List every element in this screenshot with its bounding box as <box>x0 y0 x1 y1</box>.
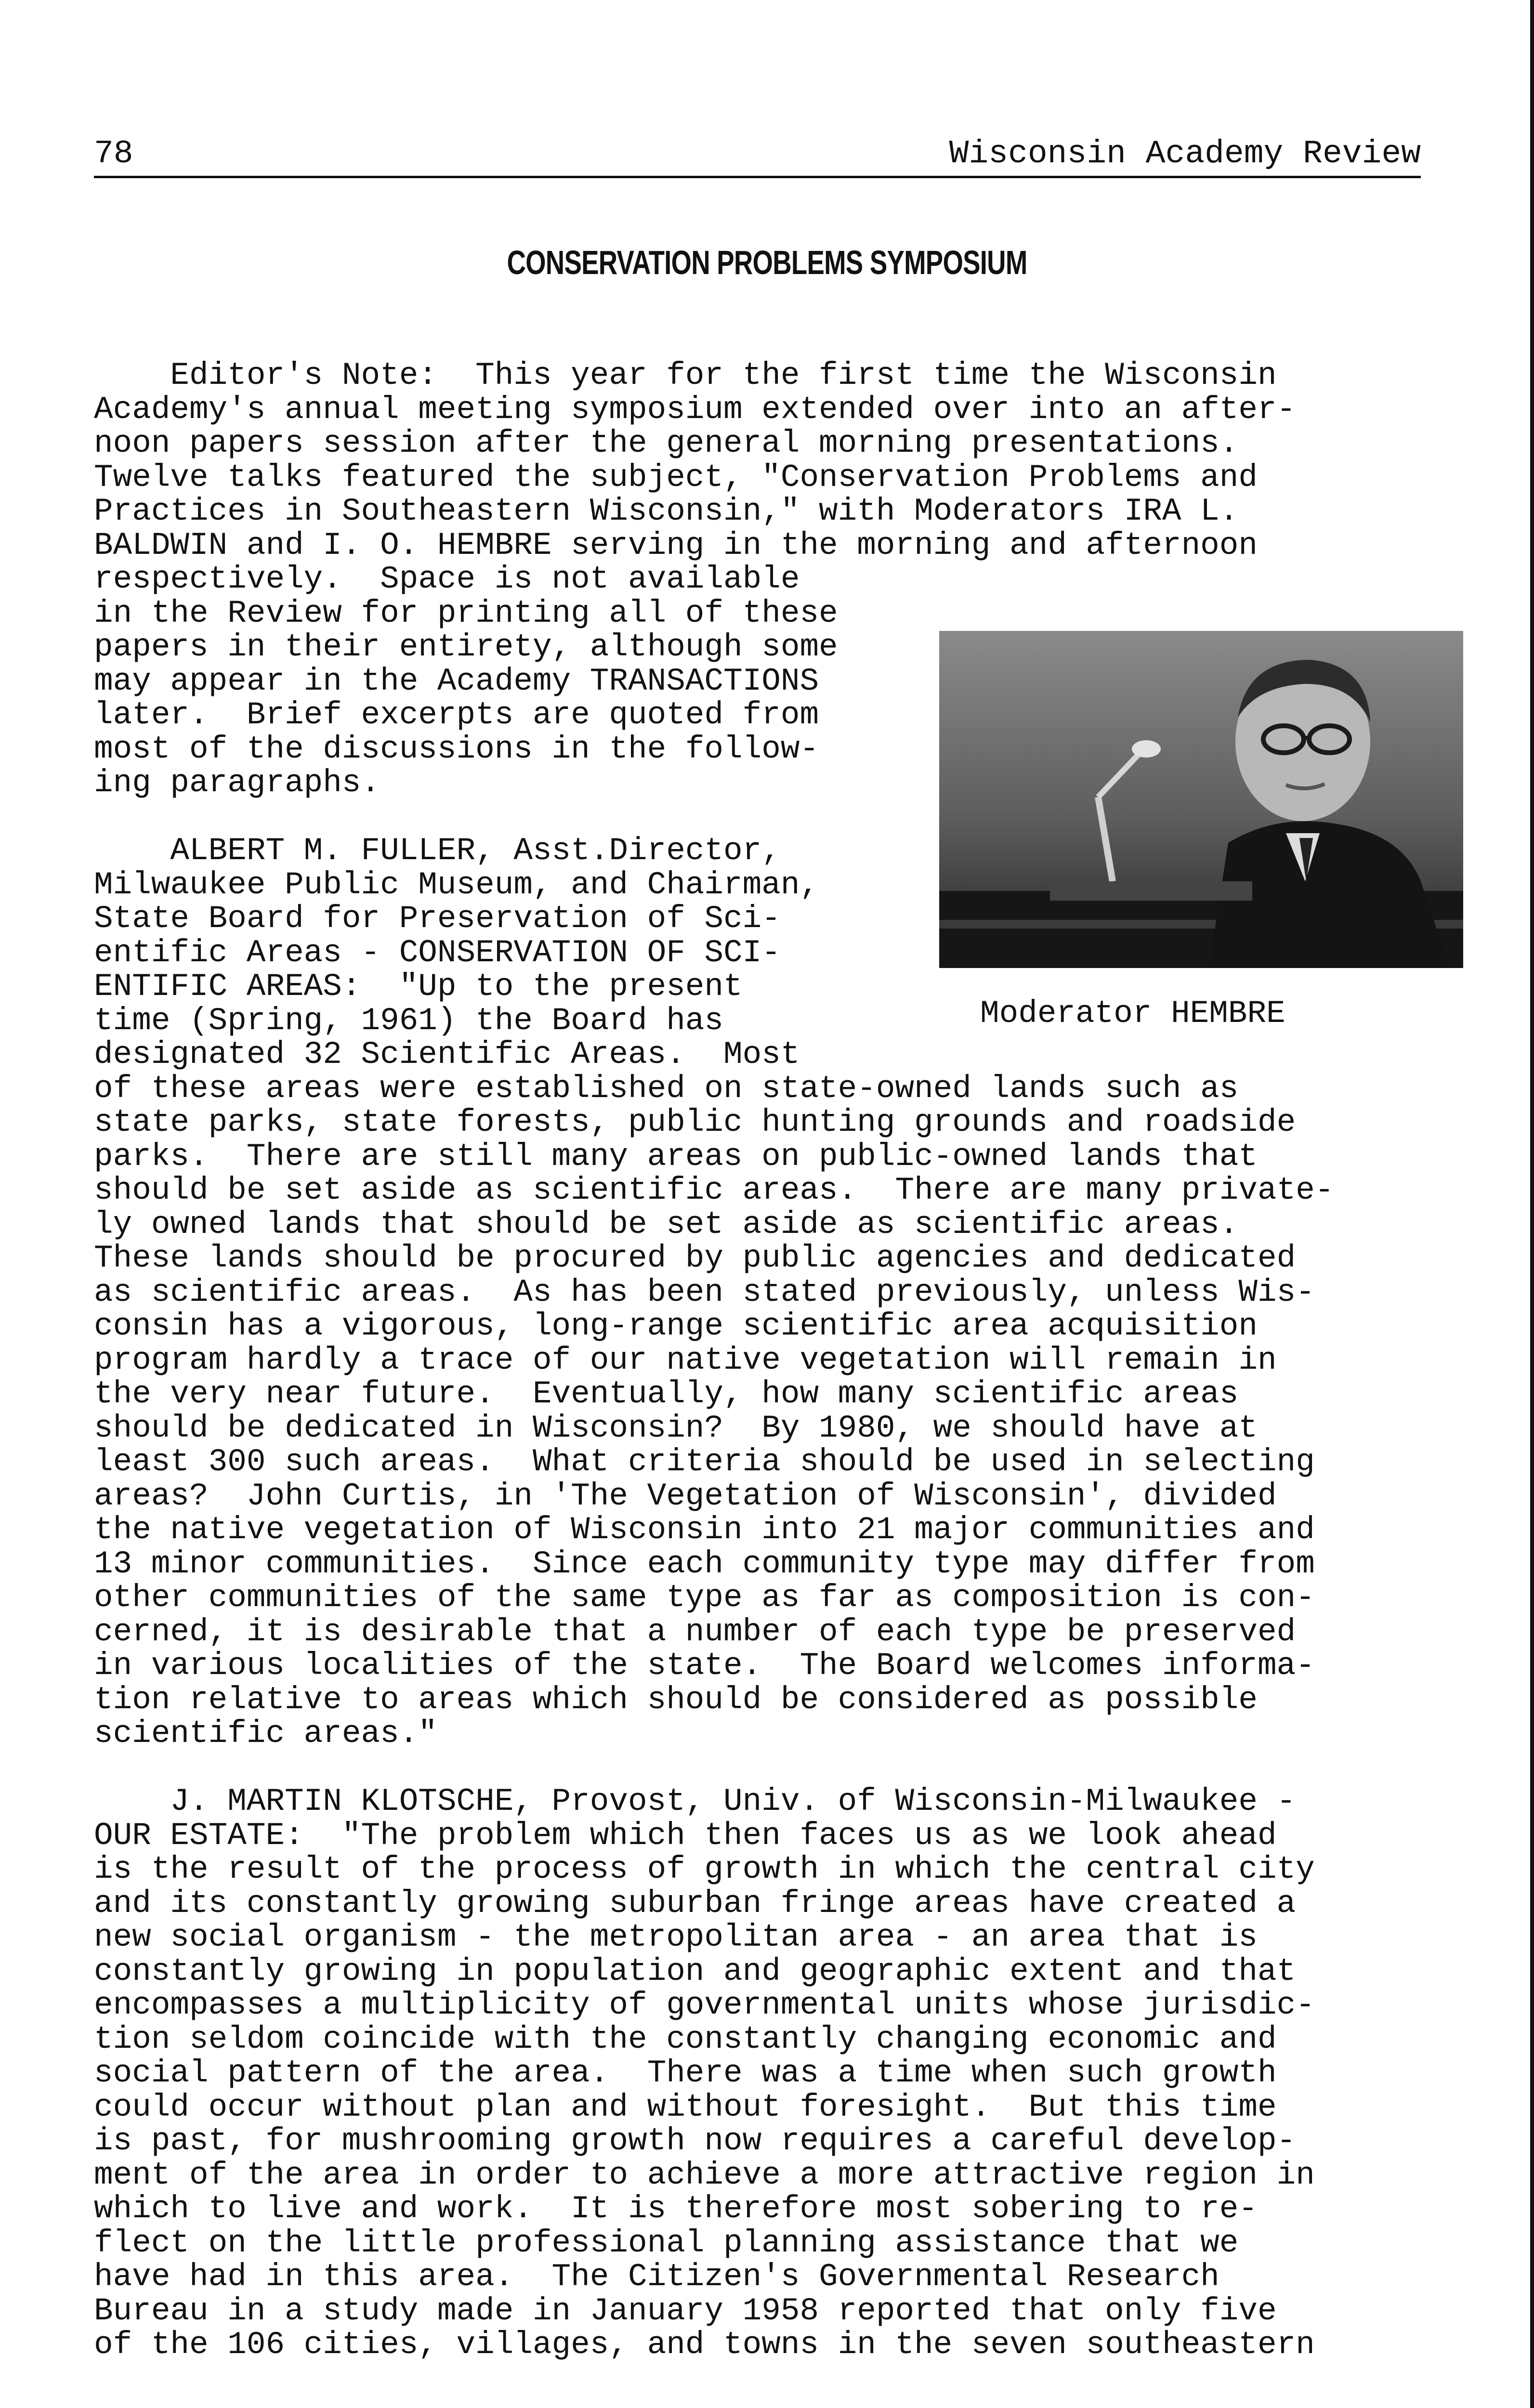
text-line: as scientific areas. As has been stated previously, unless Wis- <box>94 1274 1315 1310</box>
page-number: 78 <box>94 135 133 172</box>
text-line: ly owned lands that should be set aside as scientific areas. <box>94 1206 1239 1243</box>
running-head: Wisconsin Academy Review <box>949 135 1421 172</box>
text-line: may appear in the Academy TRANSACTIONS <box>94 663 819 699</box>
text-line: new social organism - the metropolitan area - an area that is <box>94 1919 1258 1955</box>
text-line: BALDWIN and I. O. HEMBRE serving in the morning and afternoon <box>94 527 1258 563</box>
text-line: respectively. Space is not available <box>94 561 800 597</box>
text-line: the native vegetation of Wisconsin into 21 major communities and <box>94 1512 1315 1548</box>
text-line: of the 106 cities, villages, and towns in the seven southeastern <box>94 2327 1315 2363</box>
text-line: Twelve talks featured the subject, "Conservation Problems and <box>94 459 1258 496</box>
page-header <box>94 132 1421 178</box>
text-line: ing paragraphs. <box>94 765 380 801</box>
text-line: flect on the little professional planning assistance that we <box>94 2225 1239 2261</box>
text-line: least 300 such areas. What criteria should be used in selecting <box>94 1444 1315 1480</box>
text-line: 13 minor communities. Since each community type may differ from <box>94 1545 1315 1582</box>
text-line: These lands should be procured by public agencies and dedicated <box>94 1240 1296 1276</box>
article-body <box>94 359 1433 2362</box>
text-line: have had in this area. The Citizen's Governmental Research <box>94 2259 1219 2295</box>
text-line: constantly growing in population and geographic extent and that <box>94 1953 1296 1989</box>
text-line: Practices in Southeastern Wisconsin," with Moderators IRA L. <box>94 493 1239 529</box>
text-line: which to live and work. It is therefore most sobering to re- <box>94 2191 1258 2227</box>
text-line: ment of the area in order to achieve a more attractive region in <box>94 2157 1315 2193</box>
text-line: ENTIFIC AREAS: "Up to the present <box>94 968 743 1005</box>
text-line: should be dedicated in Wisconsin? By 1980, we should have at <box>94 1410 1258 1446</box>
text-line: in the Review for printing all of these <box>94 595 838 631</box>
text-line: is the result of the process of growth in which the central city <box>94 1851 1315 1887</box>
text-line: State Board for Preservation of Sci- <box>94 901 781 937</box>
text-line: should be set aside as scientific areas. There are many private- <box>94 1172 1334 1208</box>
text-line: could occur without plan and without foresight. But this time <box>94 2089 1277 2125</box>
text-line: state parks, state forests, public hunting grounds and roadside <box>94 1104 1296 1140</box>
text-line: J. MARTIN KLOTSCHE, Provost, Univ. of Wisconsin-Milwaukee - <box>94 1783 1296 1819</box>
text-line: and its constantly growing suburban fringe areas have created a <box>94 1885 1296 1922</box>
text-line: the very near future. Eventually, how many scientific areas <box>94 1376 1239 1412</box>
text-line: papers in their entirety, although some <box>94 629 838 665</box>
text-line: Milwaukee Public Museum, and Chairman, <box>94 866 819 903</box>
text-line: Editor's Note: This year for the first time the Wisconsin <box>94 357 1277 393</box>
text-line: other communities of the same type as far as composition is con- <box>94 1580 1315 1616</box>
article-title: CONSERVATION PROBLEMS SYMPOSIUM <box>507 244 1027 281</box>
text-line: cerned, it is desirable that a number of each type be preserved <box>94 1613 1296 1650</box>
text-line: social pattern of the area. There was a time when such growth <box>94 2055 1277 2091</box>
paragraph-gap <box>94 1751 1433 1785</box>
text-line: entific Areas - CONSERVATION OF SCI- <box>94 934 781 971</box>
text-line: Bureau in a study made in January 1958 reported that only five <box>94 2292 1277 2329</box>
text-line: encompasses a multiplicity of governmental units whose jurisdic- <box>94 1987 1315 2023</box>
page-border-right <box>1530 0 1534 2408</box>
text-line: tion relative to areas which should be considered as possible <box>94 1681 1258 1718</box>
text-line: OUR ESTATE: "The problem which then faces us as we look ahead <box>94 1817 1277 1854</box>
text-line: consin has a vigorous, long-range scientific area acquisition <box>94 1308 1258 1344</box>
text-line: Academy's annual meeting symposium extended over into an after- <box>94 391 1296 428</box>
text-line: scientific areas." <box>94 1715 437 1752</box>
paragraph-gap <box>94 800 1433 835</box>
text-line: areas? John Curtis, in 'The Vegetation of Wisconsin', divided <box>94 1478 1277 1514</box>
text-line: is past, for mushrooming growth now requires a careful develop- <box>94 2123 1296 2159</box>
text-line: most of the discussions in the follow- <box>94 731 819 767</box>
text-line: tion seldom coincide with the constantly changing economic and <box>94 2021 1277 2057</box>
text-line: ALBERT M. FULLER, Asst.Director, <box>94 833 781 869</box>
photo-caption: Moderator HEMBRE <box>980 995 1285 1032</box>
text-line: program hardly a trace of our native vegetation will remain in <box>94 1342 1277 1378</box>
text-line: noon papers session after the general morning presentations. <box>94 425 1239 461</box>
text-line: later. Brief excerpts are quoted from <box>94 697 819 733</box>
text-line: parks. There are still many areas on public-owned lands that <box>94 1138 1258 1175</box>
text-line: of these areas were established on state-owned lands such as <box>94 1070 1239 1107</box>
text-line: in various localities of the state. The Board welcomes informa- <box>94 1648 1315 1684</box>
text-line: designated 32 Scientific Areas. Most <box>94 1036 800 1073</box>
text-line: time (Spring, 1961) the Board has <box>94 1002 724 1039</box>
